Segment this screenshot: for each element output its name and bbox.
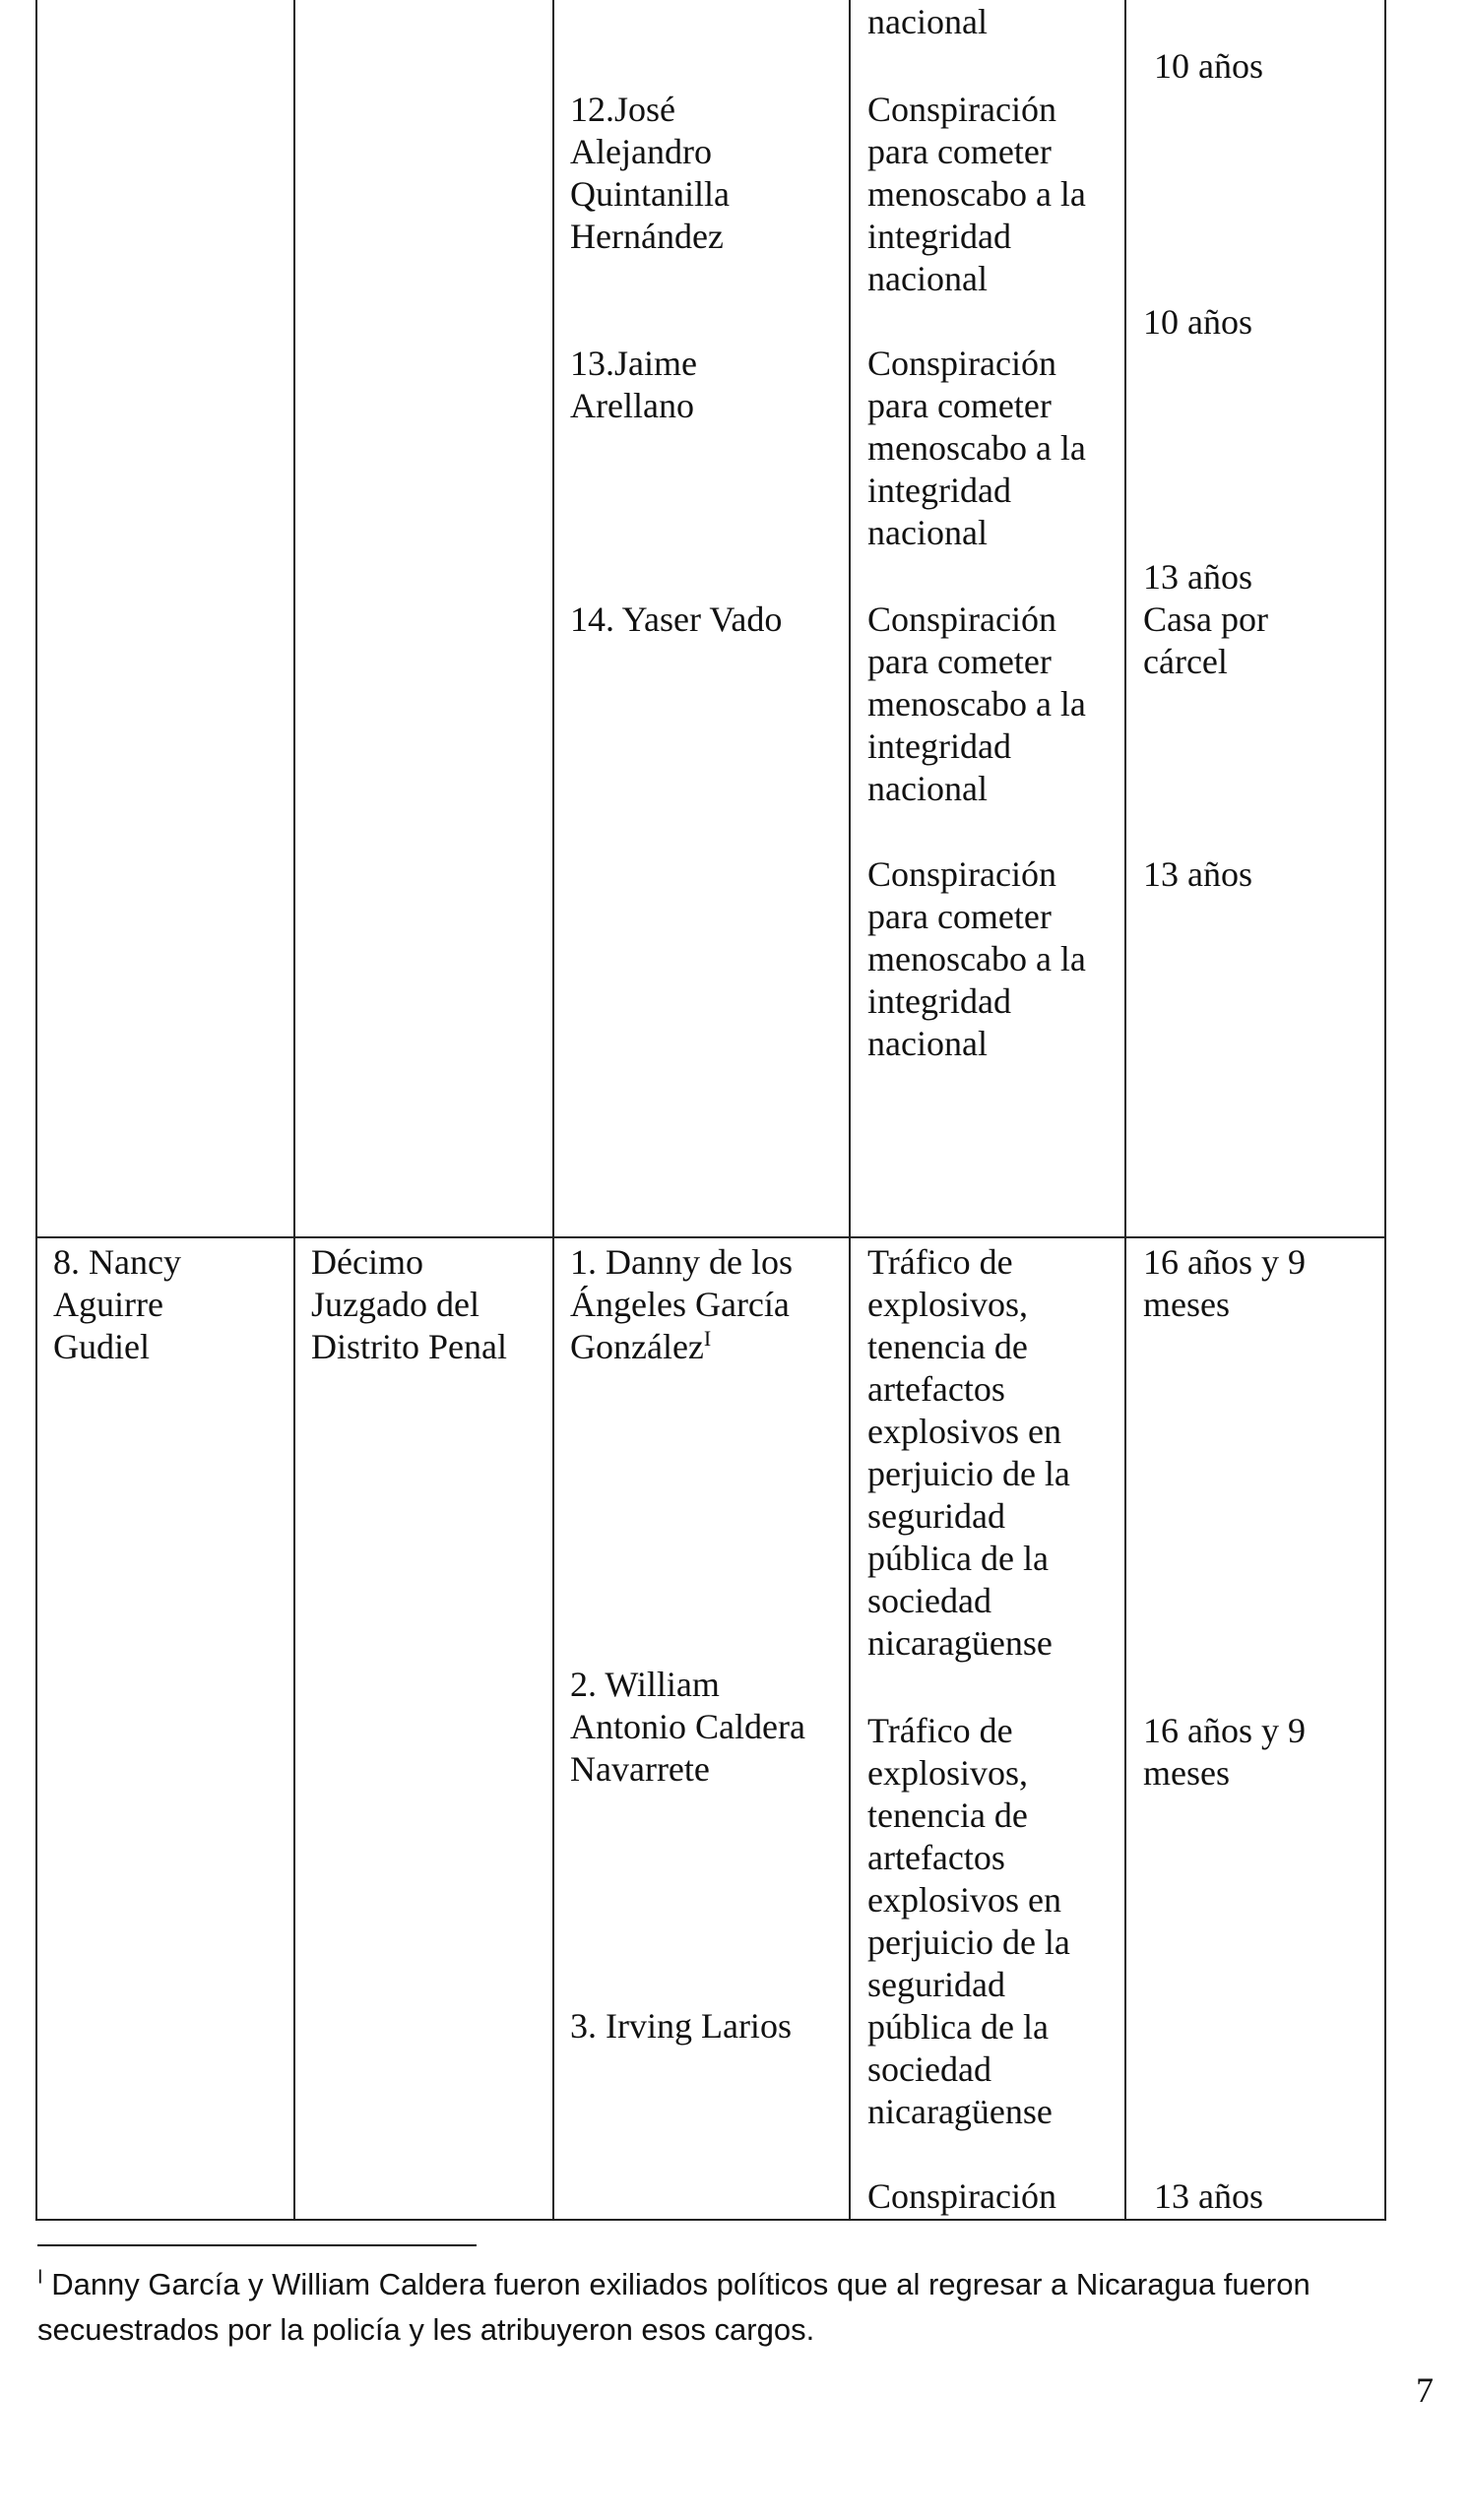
footnote-mark: I <box>37 2266 43 2289</box>
sentence-text: 16 años y 9 meses <box>1143 1711 1306 1793</box>
charge-text: Conspiración para cometer menoscabo a la integridad nacional <box>867 344 1086 552</box>
page-number: 7 <box>1416 2370 1434 2410</box>
sentence-text: 16 años y 9 meses <box>1143 1242 1306 1324</box>
column-divider-3 <box>849 0 851 2219</box>
charge-text: Tráfico de explosivos, tenencia de artefactos explosivos en perjuicio de la seguridad pública de la sociedad nicaragüense <box>867 1242 1070 1663</box>
accused-name: 1. Danny de los Ángeles García González$^I$ <box>570 1242 793 1366</box>
charge-text: nacional <box>867 2 988 41</box>
charge-text: Tráfico de explosivos, tenencia de artefactos explosivos en perjuicio de la seguridad pública de la sociedad nicaragüense <box>867 1711 1070 2131</box>
accused-name: 12.José Alejandro Quintanilla Hernández <box>570 90 730 256</box>
sentence-text: 10 años <box>1154 46 1263 86</box>
judge-name: 8. Nancy Aguirre Gudiel <box>53 1242 181 1366</box>
charge-text: Conspiración para cometer menoscabo a la integridad nacional <box>867 599 1086 808</box>
court-name: Décimo Juzgado del Distrito Penal <box>311 1242 507 1366</box>
accused-name: 3. Irving Larios <box>570 2006 792 2046</box>
sentence-text: 10 años <box>1143 302 1252 342</box>
sentence-text: 13 años <box>1143 854 1252 894</box>
sentence-text: 13 años Casa por cárcel <box>1143 557 1268 681</box>
accused-name: 2. William Antonio Caldera Navarrete <box>570 1665 805 1789</box>
accused-name: 13.Jaime Arellano <box>570 344 697 425</box>
column-divider-2 <box>552 0 554 2219</box>
charge-text: Conspiración para cometer menoscabo a la integridad nacional <box>867 90 1086 298</box>
footnote-separator <box>37 2244 477 2246</box>
accused-name: 14. Yaser Vado <box>570 599 783 639</box>
charge-text: Conspiración <box>867 2176 1056 2216</box>
footnote-text: Danny García y William Caldera fueron exiliados políticos que al regresar a Nicaragua fueron secuestrados por la policía y les atribuyeron esos cargos. <box>37 2267 1310 2347</box>
column-divider-1 <box>293 0 295 2219</box>
column-divider-4 <box>1124 0 1126 2219</box>
sentence-text: 13 años <box>1154 2176 1263 2216</box>
charge-text: Conspiración para cometer menoscabo a la integridad nacional <box>867 854 1086 1063</box>
footnote <box>37 2262 1436 2353</box>
row-divider <box>35 1236 1384 1238</box>
footnote-reference[interactable]: I <box>703 1326 712 1351</box>
